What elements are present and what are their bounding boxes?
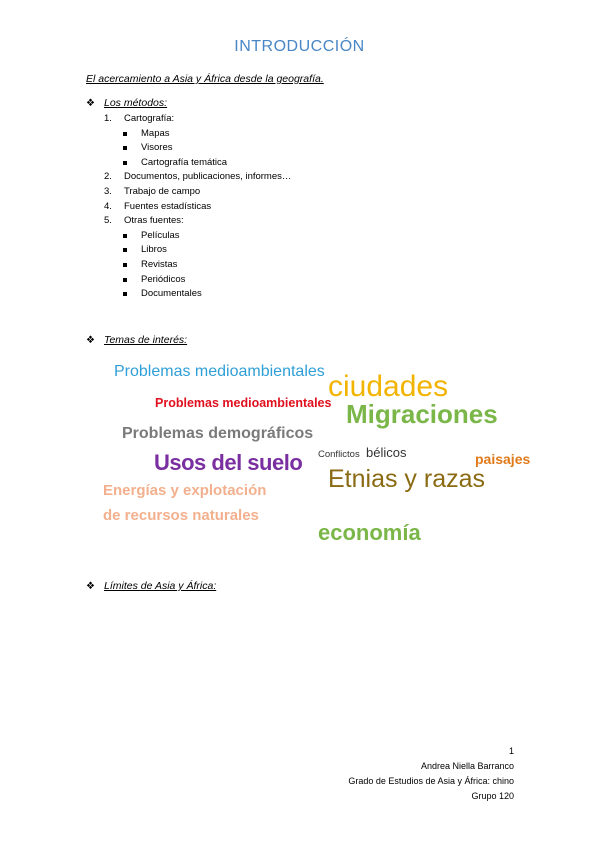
word-cloud-term: Energías y explotación: [103, 482, 267, 499]
footer-degree: Grado de Estudios de Asia y África: chino: [348, 776, 514, 786]
section-label: Límites de Asia y África:: [104, 580, 217, 592]
word-cloud-term: Problemas medioambientales: [114, 363, 325, 380]
word-cloud-term: Problemas demográficos: [122, 425, 314, 442]
word-cloud-term: Conflictos: [318, 449, 360, 460]
diamond-bullet-icon: ❖: [86, 335, 95, 346]
sub-list-item: [104, 243, 291, 258]
list-item: [104, 170, 291, 185]
list-item-text: Otras fuentes:: [124, 215, 184, 227]
sub-list-item-text: Documentales: [141, 288, 202, 300]
sub-list-item-text: Películas: [141, 229, 180, 241]
square-bullet-icon: [123, 248, 127, 252]
word-cloud-term: ciudades: [328, 370, 449, 403]
square-bullet-icon: [123, 292, 127, 296]
list-number: 5.: [104, 215, 112, 227]
square-bullet-icon: [123, 161, 127, 165]
word-cloud-term: bélicos: [366, 445, 407, 460]
diamond-bullet-icon: ❖: [86, 98, 95, 109]
methods-list: [104, 112, 291, 302]
list-number: 1.: [104, 113, 112, 124]
diamond-bullet-icon: ❖: [86, 581, 95, 592]
word-cloud-term: Problemas medioambientales: [155, 396, 332, 410]
section-heading-methods: [86, 97, 167, 109]
square-bullet-icon: [123, 278, 127, 282]
list-item-text: Trabajo de campo: [124, 185, 201, 197]
sub-list-item: [104, 287, 291, 302]
page-number: 1: [508, 746, 514, 756]
list-number: 2.: [104, 171, 112, 183]
word-cloud-term: de recursos naturales: [103, 507, 259, 524]
sub-list-item-text: Cartografía temática: [141, 156, 228, 168]
word-cloud-term: Etnias y razas: [328, 465, 486, 493]
sub-list-item-text: Libros: [141, 244, 167, 256]
list-item: [104, 214, 291, 229]
section-label: Temas de interés:: [104, 334, 188, 346]
sub-list-item-text: Periódicos: [141, 273, 186, 285]
section-heading-limits: [86, 580, 216, 592]
sub-list-item-text: Visores: [141, 142, 173, 154]
sub-list-item: [104, 127, 291, 142]
subtitle: El acercamiento a Asia y África desde la geografía.: [86, 73, 324, 85]
square-bullet-icon: [123, 263, 127, 267]
word-cloud-term: Usos del suelo: [154, 450, 303, 475]
list-number: 4.: [104, 200, 112, 212]
footer-group: Grupo 120: [471, 791, 514, 801]
list-item-text: Fuentes estadísticas: [124, 200, 212, 212]
square-bullet-icon: [123, 234, 127, 238]
word-cloud-term: paisajes: [475, 451, 531, 467]
page-title: INTRODUCCIÓN: [234, 38, 365, 55]
sub-list-item: [104, 141, 291, 156]
section-heading-topics: [86, 334, 187, 346]
square-bullet-icon: [123, 146, 127, 150]
sub-list-item: [104, 258, 291, 273]
list-item: [104, 112, 291, 127]
footer-author: Andrea Niella Barranco: [420, 761, 514, 771]
section-label: Los métodos:: [104, 97, 168, 109]
sub-list-item-text: Revistas: [141, 258, 178, 270]
square-bullet-icon: [123, 132, 127, 136]
page-footer: [348, 744, 514, 804]
sub-list-item: [104, 156, 291, 171]
list-number: 3.: [104, 185, 112, 197]
word-cloud-term: Migraciones: [346, 399, 498, 429]
sub-list-item: [104, 273, 291, 288]
word-cloud-term: economía: [318, 520, 421, 545]
list-item-text: Cartografía:: [124, 113, 175, 124]
sub-list-item-text: Mapas: [141, 127, 170, 139]
list-item: [104, 200, 291, 215]
sub-list-item: [104, 229, 291, 244]
list-item-text: Documentos, publicaciones, informes…: [124, 171, 292, 183]
list-item: [104, 185, 291, 200]
